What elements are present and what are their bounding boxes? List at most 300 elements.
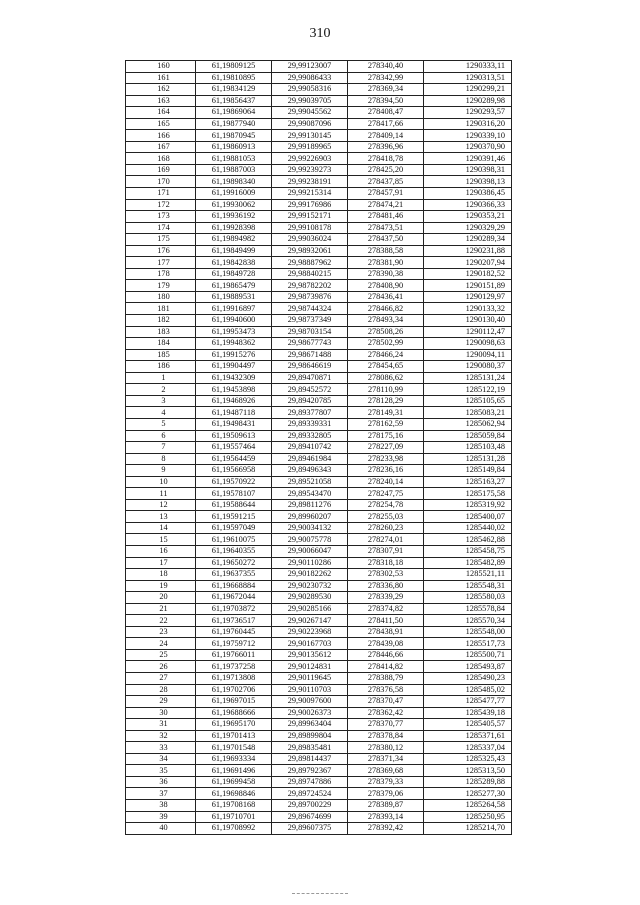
- point-number-cell: 176: [126, 245, 196, 257]
- x-coordinate-cell: 278318,18: [348, 557, 424, 569]
- point-number-cell: 27: [126, 672, 196, 684]
- table-row: [126, 430, 512, 442]
- table-row: [126, 730, 512, 742]
- table-row: [126, 696, 512, 708]
- y-coordinate-cell: 1285458,75: [424, 545, 512, 557]
- latitude-cell: 61,19940600: [196, 315, 272, 327]
- table-row: [126, 672, 512, 684]
- longitude-cell: 29,89814437: [272, 753, 348, 765]
- latitude-cell: 61,19588644: [196, 499, 272, 511]
- table-row: [126, 569, 512, 581]
- x-coordinate-cell: 278370,77: [348, 719, 424, 731]
- latitude-cell: 61,19860913: [196, 141, 272, 153]
- x-coordinate-cell: 278369,34: [348, 84, 424, 96]
- longitude-cell: 29,90066047: [272, 545, 348, 557]
- x-coordinate-cell: 278481,46: [348, 211, 424, 223]
- y-coordinate-cell: 1290398,13: [424, 176, 512, 188]
- y-coordinate-cell: 1290231,88: [424, 245, 512, 257]
- longitude-cell: 29,89420785: [272, 395, 348, 407]
- x-coordinate-cell: 278389,87: [348, 800, 424, 812]
- table-row: [126, 522, 512, 534]
- table-row: [126, 603, 512, 615]
- x-coordinate-cell: 278374,82: [348, 603, 424, 615]
- table-row: [126, 338, 512, 350]
- latitude-cell: 61,19695170: [196, 719, 272, 731]
- x-coordinate-cell: 278240,14: [348, 476, 424, 488]
- y-coordinate-cell: 1290133,32: [424, 303, 512, 315]
- table-row: [126, 61, 512, 73]
- x-coordinate-cell: 278162,59: [348, 418, 424, 430]
- point-number-cell: 180: [126, 291, 196, 303]
- x-coordinate-cell: 278493,34: [348, 315, 424, 327]
- y-coordinate-cell: 1290293,57: [424, 107, 512, 119]
- longitude-cell: 29,98703154: [272, 326, 348, 338]
- latitude-cell: 61,19487118: [196, 407, 272, 419]
- y-coordinate-cell: 1290313,51: [424, 72, 512, 84]
- x-coordinate-cell: 278439,08: [348, 638, 424, 650]
- longitude-cell: 29,89724524: [272, 788, 348, 800]
- y-coordinate-cell: 1285482,89: [424, 557, 512, 569]
- x-coordinate-cell: 278371,34: [348, 753, 424, 765]
- point-number-cell: 37: [126, 788, 196, 800]
- point-number-cell: 184: [126, 338, 196, 350]
- y-coordinate-cell: 1290094,11: [424, 349, 512, 361]
- table-row: [126, 303, 512, 315]
- x-coordinate-cell: 278425,20: [348, 164, 424, 176]
- point-number-cell: 6: [126, 430, 196, 442]
- coordinates-table: [125, 60, 512, 835]
- y-coordinate-cell: 1290080,37: [424, 361, 512, 373]
- y-coordinate-cell: 1285264,58: [424, 800, 512, 812]
- y-coordinate-cell: 1285250,95: [424, 811, 512, 823]
- x-coordinate-cell: 278381,90: [348, 257, 424, 269]
- y-coordinate-cell: 1285131,28: [424, 453, 512, 465]
- x-coordinate-cell: 278414,82: [348, 661, 424, 673]
- latitude-cell: 61,19869064: [196, 107, 272, 119]
- longitude-cell: 29,98782202: [272, 280, 348, 292]
- y-coordinate-cell: 1290391,46: [424, 153, 512, 165]
- longitude-cell: 29,98677743: [272, 338, 348, 350]
- y-coordinate-cell: 1285521,11: [424, 569, 512, 581]
- x-coordinate-cell: 278379,06: [348, 788, 424, 800]
- longitude-cell: 29,99130145: [272, 130, 348, 142]
- point-number-cell: 160: [126, 61, 196, 73]
- longitude-cell: 29,99087096: [272, 118, 348, 130]
- y-coordinate-cell: 1285313,50: [424, 765, 512, 777]
- x-coordinate-cell: 278370,47: [348, 696, 424, 708]
- y-coordinate-cell: 1290289,34: [424, 234, 512, 246]
- point-number-cell: 170: [126, 176, 196, 188]
- point-number-cell: 18: [126, 569, 196, 581]
- longitude-cell: 29,99215314: [272, 188, 348, 200]
- x-coordinate-cell: 278457,91: [348, 188, 424, 200]
- y-coordinate-cell: 1290398,31: [424, 164, 512, 176]
- table-row: [126, 153, 512, 165]
- table-row: [126, 534, 512, 546]
- latitude-cell: 61,19870945: [196, 130, 272, 142]
- point-number-cell: 13: [126, 511, 196, 523]
- longitude-cell: 29,98671488: [272, 349, 348, 361]
- point-number-cell: 29: [126, 696, 196, 708]
- point-number-cell: 182: [126, 315, 196, 327]
- x-coordinate-cell: 278392,42: [348, 823, 424, 835]
- point-number-cell: 162: [126, 84, 196, 96]
- longitude-cell: 29,98887962: [272, 257, 348, 269]
- point-number-cell: 36: [126, 776, 196, 788]
- table-row: [126, 257, 512, 269]
- x-coordinate-cell: 278086,62: [348, 372, 424, 384]
- longitude-cell: 29,90097600: [272, 696, 348, 708]
- latitude-cell: 61,19936192: [196, 211, 272, 223]
- point-number-cell: 22: [126, 615, 196, 627]
- latitude-cell: 61,19856437: [196, 95, 272, 107]
- latitude-cell: 61,19570922: [196, 476, 272, 488]
- longitude-cell: 29,90026373: [272, 707, 348, 719]
- point-number-cell: 23: [126, 626, 196, 638]
- y-coordinate-cell: 1285500,71: [424, 649, 512, 661]
- point-number-cell: 167: [126, 141, 196, 153]
- x-coordinate-cell: 278255,03: [348, 511, 424, 523]
- x-coordinate-cell: 278149,31: [348, 407, 424, 419]
- longitude-cell: 29,89470871: [272, 372, 348, 384]
- latitude-cell: 61,19468926: [196, 395, 272, 407]
- latitude-cell: 61,19637355: [196, 569, 272, 581]
- table-row: [126, 580, 512, 592]
- x-coordinate-cell: 278379,33: [348, 776, 424, 788]
- latitude-cell: 61,19708992: [196, 823, 272, 835]
- y-coordinate-cell: 1290182,52: [424, 268, 512, 280]
- point-number-cell: 38: [126, 800, 196, 812]
- table-row: [126, 245, 512, 257]
- latitude-cell: 61,19766011: [196, 649, 272, 661]
- y-coordinate-cell: 1290130,40: [424, 315, 512, 327]
- latitude-cell: 61,19887003: [196, 164, 272, 176]
- y-coordinate-cell: 1285548,31: [424, 580, 512, 592]
- latitude-cell: 61,19668884: [196, 580, 272, 592]
- table-row: [126, 141, 512, 153]
- latitude-cell: 61,19672044: [196, 592, 272, 604]
- longitude-cell: 29,98737349: [272, 315, 348, 327]
- latitude-cell: 61,19898340: [196, 176, 272, 188]
- table-row: [126, 684, 512, 696]
- longitude-cell: 29,98744324: [272, 303, 348, 315]
- x-coordinate-cell: 278408,47: [348, 107, 424, 119]
- y-coordinate-cell: 1285059,84: [424, 430, 512, 442]
- latitude-cell: 61,19693334: [196, 753, 272, 765]
- table-row: [126, 164, 512, 176]
- longitude-cell: 29,90182262: [272, 569, 348, 581]
- point-number-cell: 166: [126, 130, 196, 142]
- latitude-cell: 61,19688666: [196, 707, 272, 719]
- longitude-cell: 29,89496343: [272, 465, 348, 477]
- table-row: [126, 107, 512, 119]
- longitude-cell: 29,90267147: [272, 615, 348, 627]
- table-row: [126, 130, 512, 142]
- longitude-cell: 29,89461984: [272, 453, 348, 465]
- point-number-cell: 7: [126, 442, 196, 454]
- table-row: [126, 765, 512, 777]
- longitude-cell: 29,98932061: [272, 245, 348, 257]
- point-number-cell: 177: [126, 257, 196, 269]
- latitude-cell: 61,19610075: [196, 534, 272, 546]
- point-number-cell: 168: [126, 153, 196, 165]
- table-row: [126, 372, 512, 384]
- y-coordinate-cell: 1285214,70: [424, 823, 512, 835]
- y-coordinate-cell: 1285493,87: [424, 661, 512, 673]
- x-coordinate-cell: 278393,14: [348, 811, 424, 823]
- x-coordinate-cell: 278437,85: [348, 176, 424, 188]
- table-row: [126, 361, 512, 373]
- longitude-cell: 29,90034132: [272, 522, 348, 534]
- longitude-cell: 29,89674699: [272, 811, 348, 823]
- table-row: [126, 234, 512, 246]
- point-number-cell: 14: [126, 522, 196, 534]
- latitude-cell: 61,19697015: [196, 696, 272, 708]
- longitude-cell: 29,89543470: [272, 488, 348, 500]
- y-coordinate-cell: 1285462,88: [424, 534, 512, 546]
- point-number-cell: 15: [126, 534, 196, 546]
- x-coordinate-cell: 278466,24: [348, 349, 424, 361]
- longitude-cell: 29,89963404: [272, 719, 348, 731]
- longitude-cell: 29,89607375: [272, 823, 348, 835]
- latitude-cell: 61,19842838: [196, 257, 272, 269]
- point-number-cell: 34: [126, 753, 196, 765]
- longitude-cell: 29,99108178: [272, 222, 348, 234]
- table-row: [126, 176, 512, 188]
- longitude-cell: 29,99226903: [272, 153, 348, 165]
- x-coordinate-cell: 278396,96: [348, 141, 424, 153]
- latitude-cell: 61,19877940: [196, 118, 272, 130]
- y-coordinate-cell: 1285485,02: [424, 684, 512, 696]
- x-coordinate-cell: 278390,38: [348, 268, 424, 280]
- point-number-cell: 17: [126, 557, 196, 569]
- x-coordinate-cell: 278436,41: [348, 291, 424, 303]
- latitude-cell: 61,19691496: [196, 765, 272, 777]
- latitude-cell: 61,19760445: [196, 626, 272, 638]
- longitude-cell: 29,90223968: [272, 626, 348, 638]
- y-coordinate-cell: 1290353,21: [424, 211, 512, 223]
- x-coordinate-cell: 278336,80: [348, 580, 424, 592]
- table-row: [126, 442, 512, 454]
- latitude-cell: 61,19640355: [196, 545, 272, 557]
- longitude-cell: 29,99176986: [272, 199, 348, 211]
- y-coordinate-cell: 1285289,88: [424, 776, 512, 788]
- latitude-cell: 61,19708168: [196, 800, 272, 812]
- longitude-cell: 29,89899804: [272, 730, 348, 742]
- point-number-cell: 185: [126, 349, 196, 361]
- table-row: [126, 465, 512, 477]
- point-number-cell: 163: [126, 95, 196, 107]
- latitude-cell: 61,19557464: [196, 442, 272, 454]
- x-coordinate-cell: 278437,50: [348, 234, 424, 246]
- longitude-cell: 29,98646619: [272, 361, 348, 373]
- y-coordinate-cell: 1290316,20: [424, 118, 512, 130]
- longitude-cell: 29,90075778: [272, 534, 348, 546]
- latitude-cell: 61,19498431: [196, 418, 272, 430]
- y-coordinate-cell: 1285175,58: [424, 488, 512, 500]
- x-coordinate-cell: 278418,78: [348, 153, 424, 165]
- longitude-cell: 29,89410742: [272, 442, 348, 454]
- point-number-cell: 179: [126, 280, 196, 292]
- x-coordinate-cell: 278378,84: [348, 730, 424, 742]
- longitude-cell: 29,99045562: [272, 107, 348, 119]
- y-coordinate-cell: 1285131,24: [424, 372, 512, 384]
- longitude-cell: 29,89377807: [272, 407, 348, 419]
- latitude-cell: 61,19736517: [196, 615, 272, 627]
- latitude-cell: 61,19453898: [196, 384, 272, 396]
- point-number-cell: 4: [126, 407, 196, 419]
- longitude-cell: 29,99238191: [272, 176, 348, 188]
- y-coordinate-cell: 1290098,63: [424, 338, 512, 350]
- longitude-cell: 29,89960207: [272, 511, 348, 523]
- latitude-cell: 61,19930062: [196, 199, 272, 211]
- x-coordinate-cell: 278394,50: [348, 95, 424, 107]
- y-coordinate-cell: 1290112,47: [424, 326, 512, 338]
- table-row: [126, 407, 512, 419]
- table-row: [126, 661, 512, 673]
- point-number-cell: 11: [126, 488, 196, 500]
- longitude-cell: 29,99086433: [272, 72, 348, 84]
- page-number: 310: [309, 26, 331, 41]
- footer-divider: [292, 893, 348, 894]
- y-coordinate-cell: 1285122,19: [424, 384, 512, 396]
- table-row: [126, 268, 512, 280]
- y-coordinate-cell: 1285149,84: [424, 465, 512, 477]
- y-coordinate-cell: 1285083,21: [424, 407, 512, 419]
- latitude-cell: 61,19432309: [196, 372, 272, 384]
- point-number-cell: 3: [126, 395, 196, 407]
- table-row: [126, 788, 512, 800]
- latitude-cell: 61,19948362: [196, 338, 272, 350]
- x-coordinate-cell: 278409,14: [348, 130, 424, 142]
- latitude-cell: 61,19894982: [196, 234, 272, 246]
- latitude-cell: 61,19916009: [196, 188, 272, 200]
- longitude-cell: 29,90119645: [272, 672, 348, 684]
- x-coordinate-cell: 278388,58: [348, 245, 424, 257]
- point-number-cell: 25: [126, 649, 196, 661]
- x-coordinate-cell: 278411,50: [348, 615, 424, 627]
- table-row: [126, 811, 512, 823]
- x-coordinate-cell: 278362,42: [348, 707, 424, 719]
- x-coordinate-cell: 278254,78: [348, 499, 424, 511]
- latitude-cell: 61,19710701: [196, 811, 272, 823]
- longitude-cell: 29,90285166: [272, 603, 348, 615]
- longitude-cell: 29,99123007: [272, 61, 348, 73]
- x-coordinate-cell: 278260,23: [348, 522, 424, 534]
- point-number-cell: 169: [126, 164, 196, 176]
- x-coordinate-cell: 278380,12: [348, 742, 424, 754]
- x-coordinate-cell: 278388,79: [348, 672, 424, 684]
- y-coordinate-cell: 1285062,94: [424, 418, 512, 430]
- latitude-cell: 61,19737258: [196, 661, 272, 673]
- table-row: [126, 315, 512, 327]
- point-number-cell: 33: [126, 742, 196, 754]
- latitude-cell: 61,19702706: [196, 684, 272, 696]
- longitude-cell: 29,90110703: [272, 684, 348, 696]
- table-row: [126, 349, 512, 361]
- table-row: [126, 776, 512, 788]
- longitude-cell: 29,99152171: [272, 211, 348, 223]
- point-number-cell: 16: [126, 545, 196, 557]
- x-coordinate-cell: 278274,01: [348, 534, 424, 546]
- table-row: [126, 326, 512, 338]
- latitude-cell: 61,19881053: [196, 153, 272, 165]
- latitude-cell: 61,19915276: [196, 349, 272, 361]
- latitude-cell: 61,19591215: [196, 511, 272, 523]
- table-row: [126, 615, 512, 627]
- x-coordinate-cell: 278342,99: [348, 72, 424, 84]
- latitude-cell: 61,19849499: [196, 245, 272, 257]
- point-number-cell: 5: [126, 418, 196, 430]
- latitude-cell: 61,19759712: [196, 638, 272, 650]
- x-coordinate-cell: 278473,51: [348, 222, 424, 234]
- table-row: [126, 557, 512, 569]
- y-coordinate-cell: 1290339,10: [424, 130, 512, 142]
- latitude-cell: 61,19834129: [196, 84, 272, 96]
- point-number-cell: 32: [126, 730, 196, 742]
- table-row: [126, 118, 512, 130]
- latitude-cell: 61,19699458: [196, 776, 272, 788]
- longitude-cell: 29,90289530: [272, 592, 348, 604]
- table-row: [126, 199, 512, 211]
- point-number-cell: 181: [126, 303, 196, 315]
- point-number-cell: 161: [126, 72, 196, 84]
- longitude-cell: 29,98739876: [272, 291, 348, 303]
- latitude-cell: 61,19928398: [196, 222, 272, 234]
- point-number-cell: 178: [126, 268, 196, 280]
- point-number-cell: 35: [126, 765, 196, 777]
- y-coordinate-cell: 1285325,43: [424, 753, 512, 765]
- y-coordinate-cell: 1285105,65: [424, 395, 512, 407]
- point-number-cell: 174: [126, 222, 196, 234]
- longitude-cell: 29,89339331: [272, 418, 348, 430]
- point-number-cell: 183: [126, 326, 196, 338]
- x-coordinate-cell: 278110,99: [348, 384, 424, 396]
- point-number-cell: 164: [126, 107, 196, 119]
- x-coordinate-cell: 278466,82: [348, 303, 424, 315]
- y-coordinate-cell: 1290299,21: [424, 84, 512, 96]
- x-coordinate-cell: 278508,26: [348, 326, 424, 338]
- table-row: [126, 188, 512, 200]
- table-row: [126, 488, 512, 500]
- point-number-cell: 40: [126, 823, 196, 835]
- x-coordinate-cell: 278236,16: [348, 465, 424, 477]
- longitude-cell: 29,90124831: [272, 661, 348, 673]
- table-row: [126, 476, 512, 488]
- x-coordinate-cell: 278454,65: [348, 361, 424, 373]
- latitude-cell: 61,19865479: [196, 280, 272, 292]
- latitude-cell: 61,19578107: [196, 488, 272, 500]
- latitude-cell: 61,19916897: [196, 303, 272, 315]
- y-coordinate-cell: 1290370,90: [424, 141, 512, 153]
- longitude-cell: 29,89792367: [272, 765, 348, 777]
- table-row: [126, 753, 512, 765]
- table-row: [126, 84, 512, 96]
- x-coordinate-cell: 278128,29: [348, 395, 424, 407]
- table-row: [126, 719, 512, 731]
- y-coordinate-cell: 1285517,73: [424, 638, 512, 650]
- y-coordinate-cell: 1285277,30: [424, 788, 512, 800]
- longitude-cell: 29,89332805: [272, 430, 348, 442]
- longitude-cell: 29,99039705: [272, 95, 348, 107]
- point-number-cell: 39: [126, 811, 196, 823]
- longitude-cell: 29,90230732: [272, 580, 348, 592]
- y-coordinate-cell: 1290386,45: [424, 188, 512, 200]
- x-coordinate-cell: 278438,91: [348, 626, 424, 638]
- x-coordinate-cell: 278227,09: [348, 442, 424, 454]
- longitude-cell: 29,89452572: [272, 384, 348, 396]
- y-coordinate-cell: 1285371,61: [424, 730, 512, 742]
